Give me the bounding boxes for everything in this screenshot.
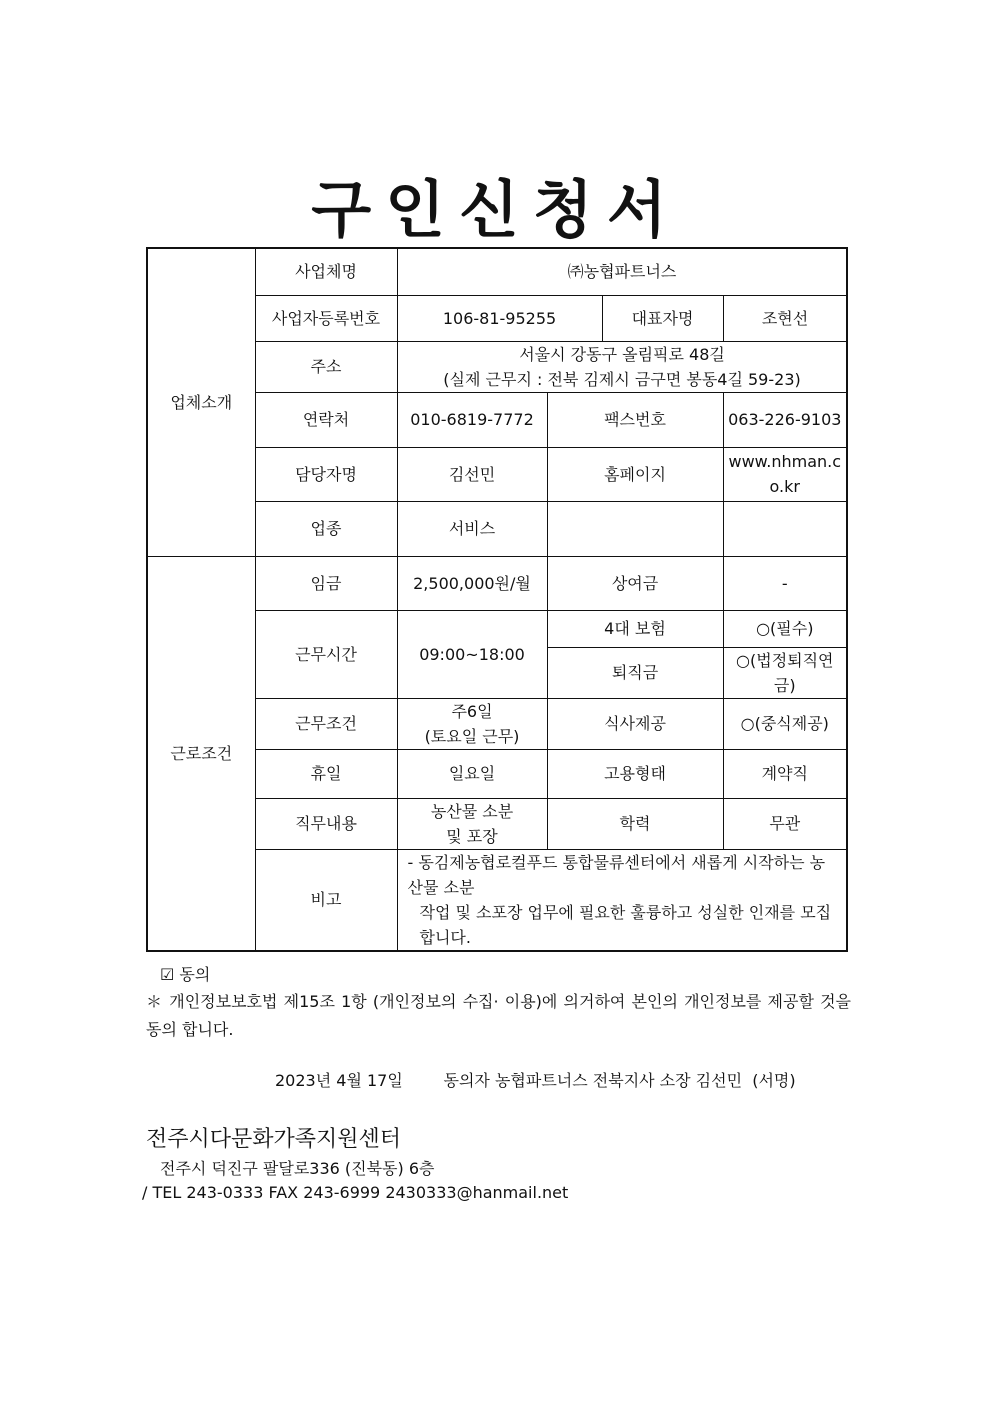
meal-value: ○(중식제공) — [723, 698, 847, 749]
holiday-value: 일요일 — [397, 749, 547, 798]
consent-date: 2023년 4월 17일 — [275, 1071, 403, 1090]
employ-value: 계약직 — [723, 749, 847, 798]
insurance-value: ○(필수) — [723, 610, 847, 647]
regno-label: 사업자등록번호 — [255, 295, 397, 341]
section-conditions-label: 근로조건 — [147, 556, 255, 951]
regno-value: 106-81-95255 — [397, 295, 602, 341]
severance-value: ○(법정퇴직연금) — [723, 647, 847, 698]
workcond-label: 근무조건 — [255, 698, 397, 749]
address-line-1: 서울시 강동구 올림픽로 48길 — [519, 344, 725, 364]
address-value — [397, 341, 847, 392]
consent-checkbox-label: ☑ 동의 — [160, 965, 211, 984]
industry-label: 업종 — [255, 501, 397, 556]
workcond-line-2: (토요일 근무) — [424, 726, 520, 746]
company-name-value: ㈜농협파트너스 — [397, 248, 847, 295]
manager-value: 김선민 — [397, 447, 547, 501]
wage-label: 임금 — [255, 556, 397, 610]
address-label: 주소 — [255, 341, 397, 392]
duty-line-1: 농산물 소분 — [430, 801, 514, 821]
organization-contact: / TEL 243-0333 FAX 243-6999 2430333@hanmail.net — [142, 1183, 569, 1202]
fax-label: 팩스번호 — [547, 392, 723, 447]
duty-line-2: 및 포장 — [446, 826, 498, 846]
hours-label: 근무시간 — [255, 610, 397, 698]
company-name-label: 사업체명 — [255, 248, 397, 295]
remarks-value — [397, 849, 847, 951]
phone-label: 연락처 — [255, 392, 397, 447]
ceo-value: 조현선 — [723, 295, 847, 341]
manager-label: 담당자명 — [255, 447, 397, 501]
duty-value — [397, 798, 547, 849]
insurance-label: 4대 보험 — [547, 610, 723, 647]
phone-value: 010-6819-7772 — [397, 392, 547, 447]
empty-cell — [547, 501, 723, 556]
holiday-label: 휴일 — [255, 749, 397, 798]
industry-value: 서비스 — [397, 501, 547, 556]
consent-text: ＊ 개인정보보호법 제15조 1항 (개인정보의 수집· 이용)에 의거하여 본인의 개인정보를 제공할 것을 동의 합니다. — [146, 992, 851, 1039]
section-remarks-label: 비고 — [255, 849, 397, 951]
signature-line — [275, 1068, 796, 1091]
wage-value: 2,500,000원/월 — [397, 556, 547, 610]
homepage-value: www.nhman.co.kr — [723, 447, 847, 501]
bonus-value: - — [723, 556, 847, 610]
section-company-label: 업체소개 — [147, 248, 255, 556]
hours-value: 09:00~18:00 — [397, 610, 547, 698]
duty-label: 직무내용 — [255, 798, 397, 849]
homepage-label: 홈페이지 — [547, 447, 723, 501]
organization-name: 전주시다문화가족지원센터 — [146, 1127, 402, 1152]
address-line-2: (실제 근무지 : 전북 김제시 금구면 봉동4길 59-23) — [443, 369, 801, 389]
organization-address: 전주시 덕진구 팔달로336 (진북동) 6층 — [160, 1159, 435, 1178]
remarks-line-1: - 동김제농협로컬푸드 통합물류센터에서 새롭게 시작하는 농산물 소분 — [407, 852, 826, 897]
fax-value: 063-226-9103 — [723, 392, 847, 447]
empty-cell — [723, 501, 847, 556]
workcond-value — [397, 698, 547, 749]
consent-signer: 동의자 농협파트너스 전북지사 소장 김선민 (서명) — [443, 1071, 796, 1090]
severance-label: 퇴직금 — [547, 647, 723, 698]
ceo-label: 대표자명 — [602, 295, 723, 341]
workcond-line-1: 주6일 — [451, 701, 493, 721]
application-form-table — [146, 247, 848, 952]
edu-value: 무관 — [723, 798, 847, 849]
edu-label: 학력 — [547, 798, 723, 849]
meal-label: 식사제공 — [547, 698, 723, 749]
bonus-label: 상여금 — [547, 556, 723, 610]
document-title: 구인신청서 — [311, 173, 681, 246]
remarks-line-2: 작업 및 소포장 업무에 필요한 훌륭하고 성실한 인재를 모집합니다. — [419, 902, 832, 947]
employ-label: 고용형태 — [547, 749, 723, 798]
